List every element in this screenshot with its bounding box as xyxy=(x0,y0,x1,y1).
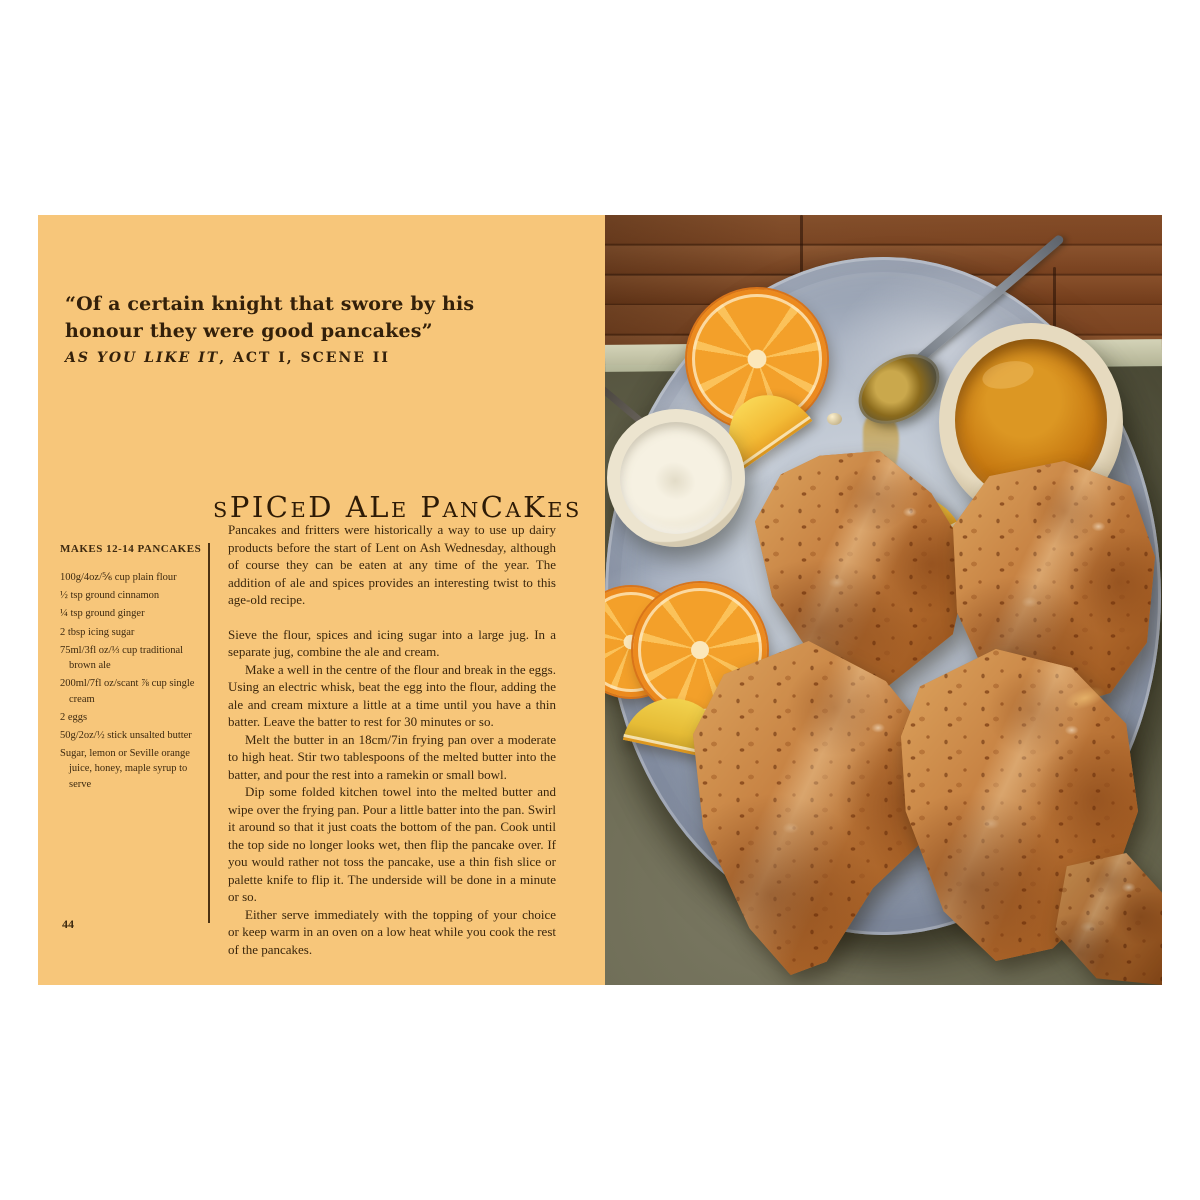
method-steps xyxy=(228,626,556,959)
method-step: Melt the butter in an 18cm/7in frying pan over a moderate to high heat. Stir two tablespoons of the melted butter into the batter, and pour the rest into a ramekin or small bowl. xyxy=(228,731,556,782)
play-title: AS YOU LIKE IT xyxy=(65,350,220,367)
yield-heading: MAKES 12-14 PANCAKES xyxy=(60,543,202,555)
ingredient: 100g/4oz/⅚ cup plain flour xyxy=(60,572,177,583)
white-sugar xyxy=(620,422,732,534)
page-number: 44 xyxy=(62,917,74,931)
sugar-bowl xyxy=(607,409,745,547)
shakespeare-quote xyxy=(65,291,495,369)
ingredient: Sugar, lemon or Seville orange juice, honey, maple syrup to serve xyxy=(60,748,190,790)
recipe-title: SPICED ALE PANCAKES xyxy=(213,490,582,525)
pancake-edge xyxy=(1043,853,1162,985)
ingredient: ½ tsp ground cinnamon xyxy=(60,590,160,602)
act-scene: , ACT I, SCENE II xyxy=(219,350,390,367)
column-divider-rule xyxy=(208,543,210,923)
pancake-surface xyxy=(1043,853,1162,985)
quote-attribution xyxy=(65,349,495,369)
recipe-page xyxy=(38,215,605,985)
ingredient: 2 tbsp icing sugar xyxy=(60,626,135,638)
quote-line: honour they were good pancakes” xyxy=(65,319,433,342)
cookbook-spread xyxy=(38,215,1162,985)
ingredient: 75ml/3fl oz/⅓ cup traditional brown ale xyxy=(60,644,184,672)
ingredient: 200ml/7fl oz/scant ⅞ cup single cream xyxy=(60,678,195,705)
food-photo xyxy=(605,215,1162,985)
method-step: Make a well in the centre of the flour and break in the eggs. Using an electric whisk, beat the egg into the flour, adding the ale and cream mixture a little at a time until you have a thin batter. Leave the batter to rest for 30 minutes or so. xyxy=(228,661,556,729)
method-step: Either serve immediately with the topping of your choice or keep warm in an oven on a low heat while you cook the rest of the pancakes. xyxy=(228,906,556,957)
honey-droplet xyxy=(827,413,842,425)
ingredient: 2 eggs xyxy=(60,711,88,723)
recipe-intro: Pancakes and fritters were historically a way to use up dairy products before the start of Lent on Ash Wednesday, although of course they can be eaten at any time of the year. The addition of ale and spices provides an interesting twist to this age-old recipe. xyxy=(228,522,556,607)
ingredient-list xyxy=(60,570,212,792)
ingredient: ¼ tsp ground ginger xyxy=(60,608,145,620)
method-step: Dip some folded kitchen towel into the melted butter and wipe over the frying pan. Pour a little batter into the pan. Swirl it around so that it just coats the bottom of the pan. Cook until the top side no longer looks wet, then flip the pancake over. If you would rather not toss the pancake, use a thin fish slice or palette knife to flip it. The underside will be done in a minute or so. xyxy=(228,784,556,904)
method-step: Sieve the flour, spices and icing sugar into a large jug. In a separate jug, combine the ale and cream. xyxy=(228,626,556,659)
ingredient: 50g/2oz/½ stick unsalted butter xyxy=(60,729,192,741)
method-column xyxy=(228,521,556,958)
ingredients-column xyxy=(60,543,212,795)
quote-line: “Of a certain knight that swore by his xyxy=(65,293,475,315)
